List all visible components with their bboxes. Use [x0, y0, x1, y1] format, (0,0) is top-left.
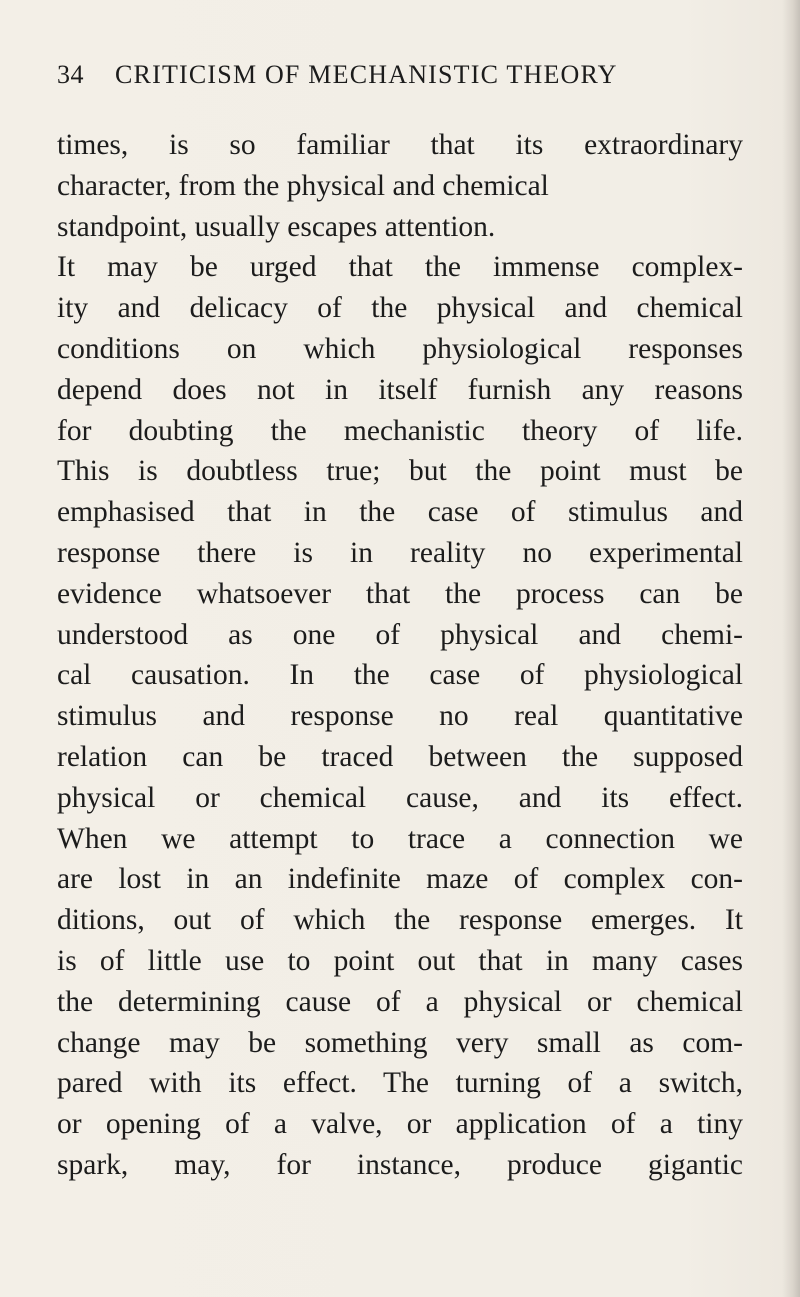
text-line: ity and delicacy of the physical and chemical: [57, 292, 743, 325]
text-line: evidence whatsoever that the process can be: [57, 577, 743, 610]
text-line: standpoint, usually escapes attention.: [57, 210, 496, 243]
text-line: spark, may, for instance, produce gigantic: [57, 1148, 743, 1181]
text-line: depend does not in itself furnish any reasons: [57, 373, 743, 406]
text-line: It may be urged that the immense complex-: [57, 251, 743, 284]
text-line: physical or chemical cause, and its effect.: [57, 781, 743, 814]
text-line: is of little use to point out that in many cases: [57, 944, 743, 977]
text-line: pared with its effect. The turning of a switch,: [57, 1067, 743, 1100]
text-line: the determining cause of a physical or chemical: [57, 985, 743, 1018]
text-line: This is doubtless true; but the point must be: [57, 455, 743, 488]
body-text: [57, 125, 743, 1186]
text-line: response there is in reality no experimental: [57, 536, 743, 569]
text-line: cal causation. In the case of physiological: [57, 659, 743, 692]
text-line: When we attempt to trace a connection we: [57, 822, 743, 855]
text-line: understood as one of physical and chemi-: [57, 618, 743, 651]
text-line: character, from the physical and chemical: [57, 169, 549, 202]
text-line: emphasised that in the case of stimulus and: [57, 496, 743, 529]
text-line: change may be something very small as com-: [57, 1026, 743, 1059]
text-line: conditions on which physiological responses: [57, 332, 743, 365]
running-head: CRITICISM OF MECHANISTIC THEORY: [115, 60, 618, 89]
page-header: [57, 60, 747, 100]
text-line: are lost in an indefinite maze of complex con-: [57, 863, 743, 896]
text-line: or opening of a valve, or application of a tiny: [57, 1108, 743, 1141]
text-line: for doubting the mechanistic theory of life.: [57, 414, 743, 447]
text-line: stimulus and response no real quantitative: [57, 700, 743, 733]
text-line: relation can be traced between the supposed: [57, 740, 743, 773]
page-edge-shadow: [782, 0, 800, 1297]
text-line: times, is so familiar that its extraordinary: [57, 129, 743, 161]
text-line: ditions, out of which the response emerges. It: [57, 904, 743, 937]
page-number: 34: [57, 60, 84, 89]
